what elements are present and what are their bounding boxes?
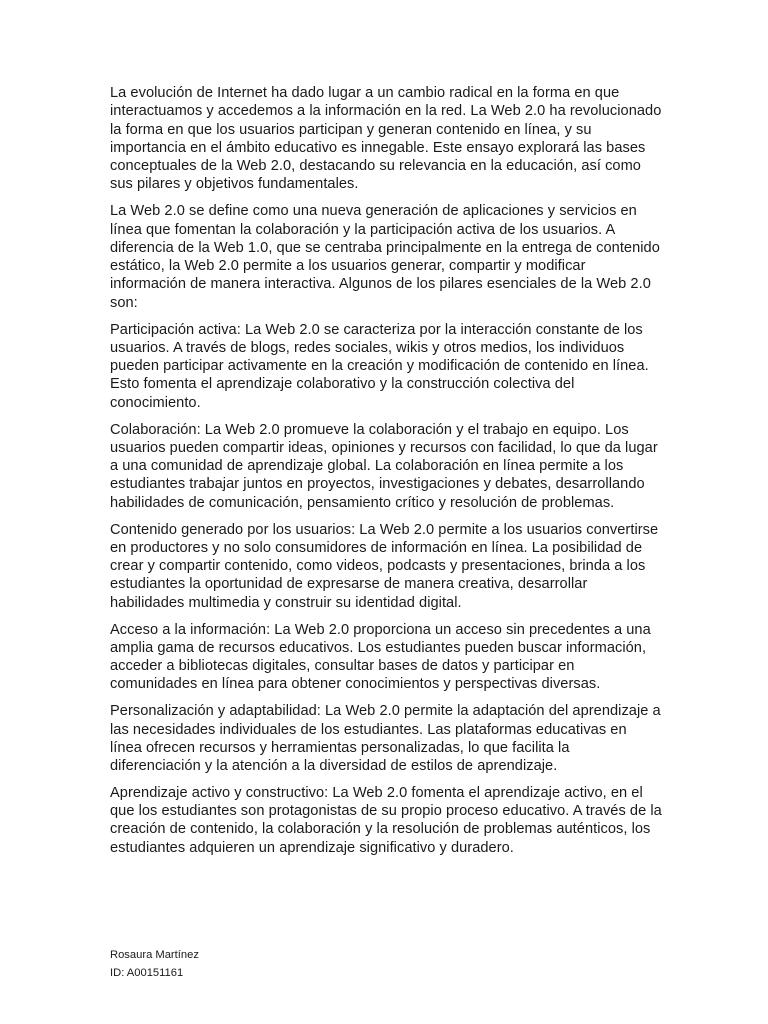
document-footer	[110, 947, 410, 982]
author-id: ID: A00151161	[110, 966, 184, 979]
document-body	[110, 84, 662, 866]
paragraph-colaboracion: Colaboración: La Web 2.0 promueve la colaboración y el trabajo en equipo. Los usuarios pueden compartir ideas, opiniones y recursos con facilidad, lo que da lugar a una comunidad de aprendizaje global. La colaboración en línea permite a los estudiantes trabajar juntos en proyectos, investigaciones y debates, desarrollando habilidades de comunicación, pensamiento crítico y resolución de problemas.	[110, 421, 658, 511]
paragraph-acceso-informacion: Acceso a la información: La Web 2.0 proporciona un acceso sin precedentes a una amplia gama de recursos educativos. Los estudiantes pueden buscar información, acceder a bibliotecas digitales, consultar bases de datos y participar en comunidades en línea para obtener conocimientos y perspectivas diversas.	[110, 621, 651, 693]
paragraph-aprendizaje-activo: Aprendizaje activo y constructivo: La Web 2.0 fomenta el aprendizaje activo, en el que los estudiantes son protagonistas de su propio proceso educativo. A través de la creación de contenido, la colaboración y la resolución de problemas auténticos, los estudiantes adquieren un aprendizaje significativo y duradero.	[110, 784, 662, 856]
paragraph-intro: La evolución de Internet ha dado lugar a un cambio radical en la forma en que interactuamos y accedemos a la información en la red. La Web 2.0 ha revolucionado la forma en que los usuarios participan y generan contenido en línea, y su importancia en el ámbito educativo es innegable. Este ensayo explorará las bases conceptuales de la Web 2.0, destacando su relevancia en la educación, así como sus pilares y objetivos fundamentales.	[110, 85, 662, 193]
paragraph-personalizacion: Personalización y adaptabilidad: La Web 2.0 permite la adaptación del aprendizaje a las necesidades individuales de los estudiantes. Las plataformas educativas en línea ofrecen recursos y herramientas personalizadas, lo que facilita la diferenciación y la atención a la diversidad de estilos de aprendizaje.	[110, 703, 661, 775]
paragraph-definition: La Web 2.0 se define como una nueva generación de aplicaciones y servicios en línea que fomentan la colaboración y la participación activa de los usuarios. A diferencia de la Web 1.0, que se centraba principalmente en la entrega de contenido estático, la Web 2.0 permite a los usuarios generar, compartir y modificar información de manera interactiva. Algunos de los pilares esenciales de la Web 2.0 son:	[110, 203, 660, 311]
author-name: Rosaura Martínez	[110, 949, 199, 961]
paragraph-contenido-generado: Contenido generado por los usuarios: La Web 2.0 permite a los usuarios convertirse en productores y no solo consumidores de información en línea. La posibilidad de crear y compartir contenido, como videos, podcasts y presentaciones, brinda a los estudiantes la oportunidad de expresarse de manera creativa, desarrollar habilidades multimedia y construir su identidad digital.	[110, 521, 659, 611]
paragraph-participacion-activa: Participación activa: La Web 2.0 se caracteriza por la interacción constante de los usuarios. A través de blogs, redes sociales, wikis y otros medios, los individuos pueden participar activamente en la creación y modificación de contenido en línea. Esto fomenta el aprendizaje colaborativo y la construcción colectiva del conocimiento.	[110, 321, 649, 411]
